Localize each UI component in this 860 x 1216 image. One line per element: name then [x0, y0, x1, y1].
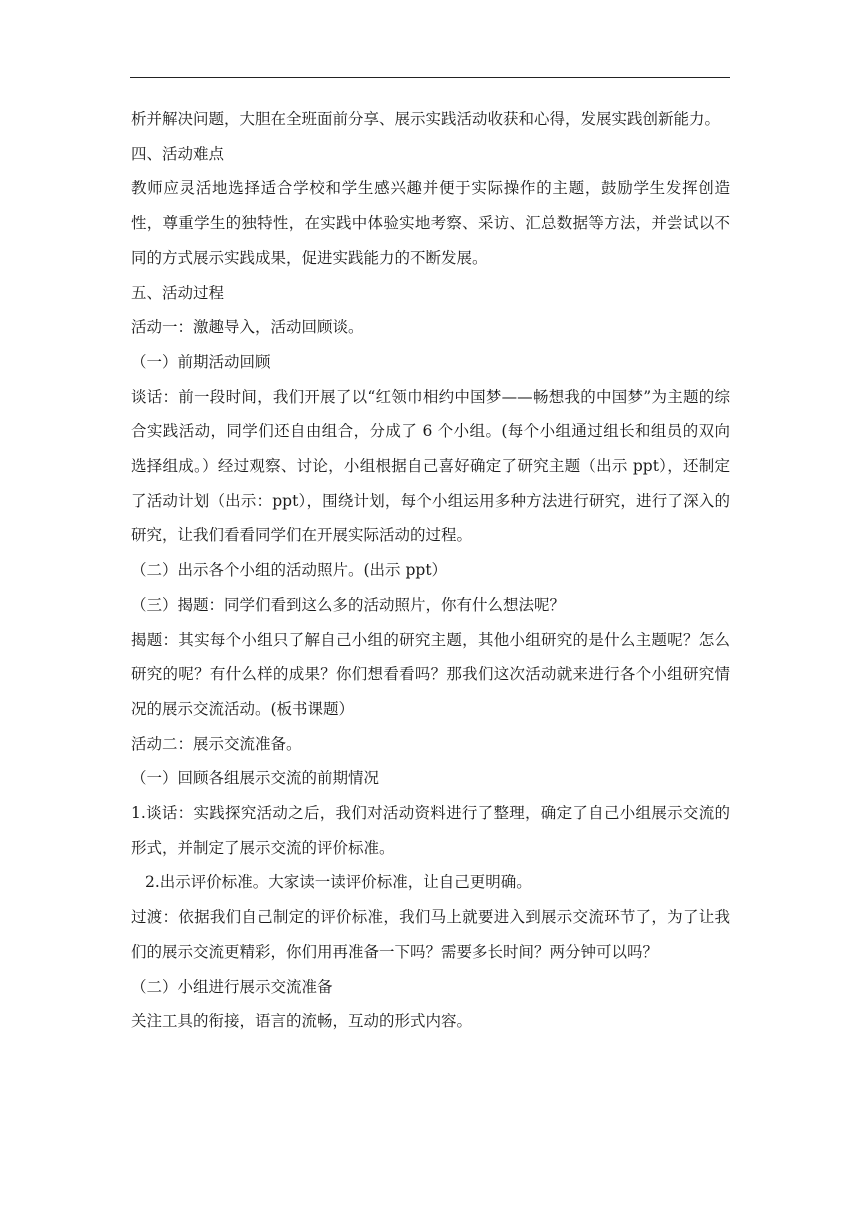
subheading-reveal: （三）揭题：同学们看到这么多的活动照片，你有什么想法呢？: [131, 595, 566, 614]
paragraph-step-two: 2.出示评价标准。大家读一读评价标准，让自己更明确。: [145, 873, 532, 892]
document-body: [131, 102, 730, 1039]
subheading-photos: （二）出示各个小组的活动照片。(出示 ppt）: [131, 561, 448, 580]
subheading-review: （一）前期活动回顾: [131, 352, 271, 371]
heading-activity-process: 五、活动过程: [131, 283, 225, 302]
paragraph-reveal: 揭题：其实每个小组只了解自己小组的研究主题，其他小组研究的是什么主题呢？怎么研究的呢？有什么样的成果？你们想看看吗？那我们这次活动就来进行各个小组研究情况的展示交流活动。(板书课题）: [131, 630, 730, 718]
subheading-group-prep: （二）小组进行展示交流准备: [131, 977, 333, 996]
heading-activity-difficulties: 四、活动难点: [131, 144, 225, 163]
paragraph-focus: 关注工具的衔接，语言的流畅，互动的形式内容。: [131, 1012, 473, 1031]
paragraph-talk: 谈话：前一段时间，我们开展了以“红领巾相约中国梦——畅想我的中国梦”为主题的综合实践活动，同学们还自由组合，分成了 6 个小组。(每个小组通过组长和组员的双向选择组成。）经过观察、讨论，小组根据自己喜好确定了研究主题（出示 ppt），还制定了活动计划（出示：ppt），围绕计划，每个小组运用多种方法进行研究，进行了深入的研究，让我们看看同学们在开展实际活动的过程。: [131, 387, 730, 545]
header-rule: [130, 77, 730, 78]
paragraph-difficulties: 教师应灵活地选择适合学校和学生感兴趣并便于实际操作的主题，鼓励学生发挥创造性，尊重学生的独特性，在实践中体验实地考察、采访、汇总数据等方法，并尝试以不同的方式展示实践成果，促进实践能力的不断发展。: [131, 179, 730, 267]
heading-activity-one: 活动一：激趣导入，活动回顾谈。: [131, 318, 364, 337]
paragraph-transition: 过渡：依据我们自己制定的评价标准，我们马上就要进入到展示交流环节了，为了让我们的展示交流更精彩，你们用再准备一下吗？需要多长时间？两分钟可以吗？: [131, 908, 730, 961]
paragraph-step-one: 1.谈话：实践探究活动之后，我们对活动资料进行了整理，确定了自己小组展示交流的形式，并制定了展示交流的评价标准。: [131, 804, 730, 857]
paragraph-abilities: 析并解决问题，大胆在全班面前分享、展示实践活动收获和心得，发展实践创新能力。: [131, 110, 721, 128]
heading-activity-two: 活动二：展示交流准备。: [131, 734, 302, 753]
subheading-prior-situation: （一）回顾各组展示交流的前期情况: [131, 769, 380, 788]
